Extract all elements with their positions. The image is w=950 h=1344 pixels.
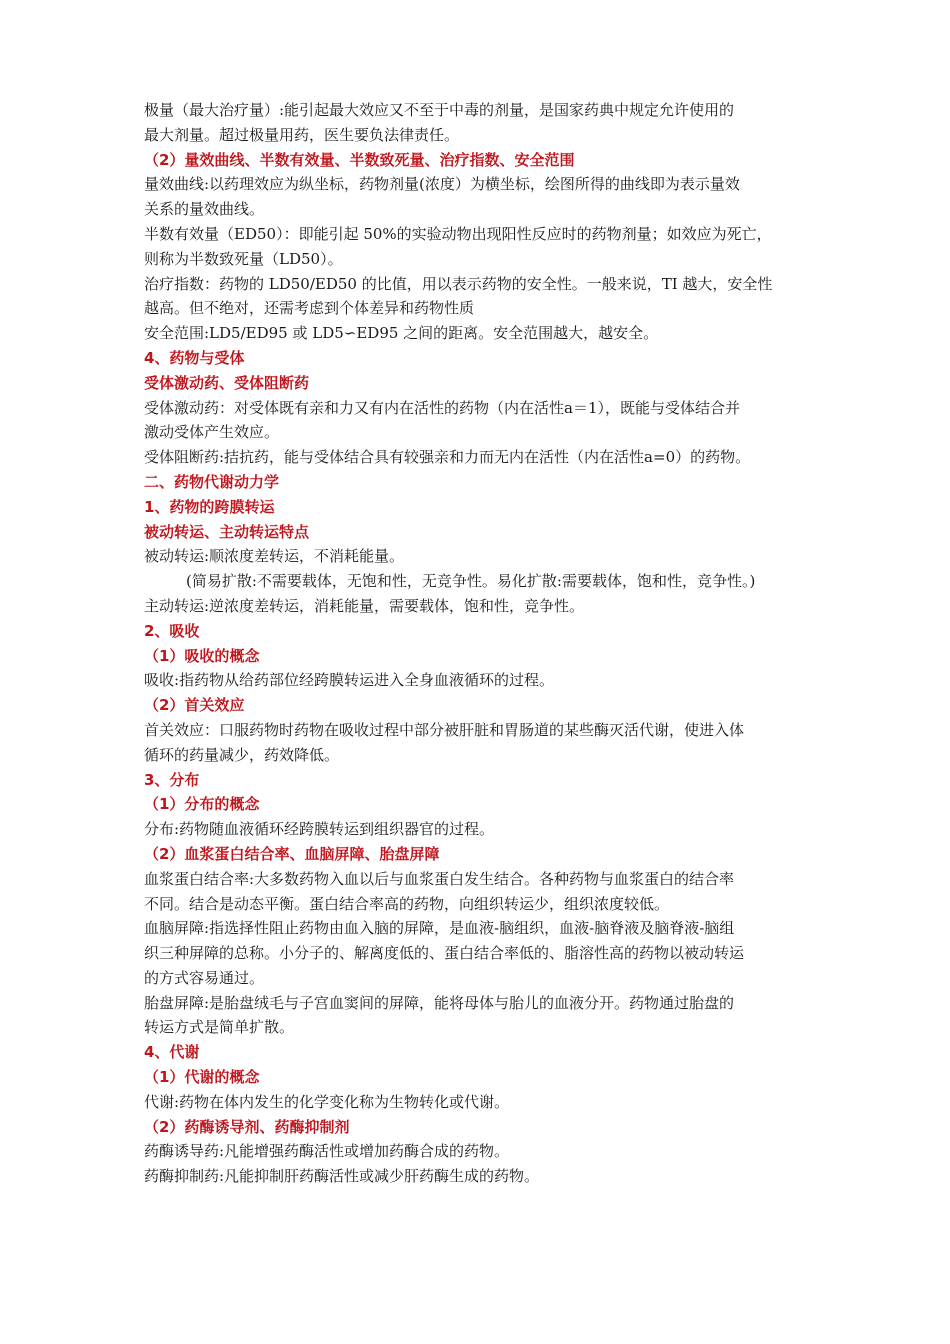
body-text-line <box>144 991 810 1016</box>
body-text-line <box>144 668 810 693</box>
line-text: 药酶抑制药:凡能抑制肝药酶活性或减少肝药酶生成的药物。 <box>144 1167 540 1186</box>
section-heading <box>144 1115 810 1140</box>
line-text: 安全范围:LD5/ED95 或 LD5∽ED95 之间的距离。安全范围越大，越安全。 <box>144 324 659 343</box>
body-text-line <box>144 123 810 148</box>
body-text-line <box>144 817 810 842</box>
section-heading <box>144 495 810 520</box>
body-text-line <box>144 98 810 123</box>
line-text: （1）分布的概念 <box>144 795 260 814</box>
line-text: （2）血浆蛋白结合率、血脑屏障、胎盘屏障 <box>144 844 440 863</box>
line-text: （2）量效曲线、半数有效量、半数致死量、治疗指数、安全范围 <box>144 150 575 169</box>
line-text: 代谢:药物在体内发生的化学变化称为生物转化或代谢。 <box>144 1092 510 1111</box>
body-text-line <box>144 867 810 892</box>
section-heading <box>144 148 810 173</box>
body-text-line <box>144 445 810 470</box>
line-text: 4、药物与受体 <box>144 348 245 367</box>
line-text: 吸收:指药物从给药部位经跨膜转运进入全身血液循环的过程。 <box>144 671 555 690</box>
line-text: 4、代谢 <box>144 1043 200 1062</box>
line-text: 1、药物的跨膜转运 <box>144 497 275 516</box>
section-heading <box>144 371 810 396</box>
line-text: 越高。但不绝对，还需考虑到个体差异和药物性质 <box>144 299 475 318</box>
line-text: 血浆蛋白结合率:大多数药物入血以后与血浆蛋白发生结合。各种药物与血浆蛋白的结合率 <box>144 869 735 888</box>
body-text-line <box>144 941 810 966</box>
body-text-line <box>144 396 810 421</box>
line-text: 转运方式是简单扩散。 <box>144 1018 295 1037</box>
line-text: （1）代谢的概念 <box>144 1068 260 1087</box>
line-text: 受体激动药、受体阻断药 <box>144 373 310 392</box>
body-text-line <box>144 247 810 272</box>
line-text: 被动转运、主动转运特点 <box>144 522 310 541</box>
line-text: 极量（最大治疗量）:能引起最大效应又不至于中毒的剂量，是国家药典中规定允许使用的 <box>144 101 735 119</box>
line-text: 药酶诱导药:凡能增强药酶活性或增加药酶合成的药物。 <box>144 1142 510 1161</box>
line-text: 则称为半数致死量（LD50）。 <box>144 249 343 268</box>
section-heading <box>144 842 810 867</box>
body-text-line <box>144 172 810 197</box>
body-text-line <box>144 197 810 222</box>
section-heading <box>144 470 810 495</box>
section-heading <box>144 693 810 718</box>
line-text: 二、药物代谢动力学 <box>144 472 280 491</box>
line-text: 3、分布 <box>144 770 200 789</box>
section-heading <box>144 520 810 545</box>
body-text-line <box>144 718 810 743</box>
line-text: 治疗指数：药物的 LD50/ED50 的比值，用以表示药物的安全性。一般来说，TI 越大，安全性 <box>144 274 773 293</box>
body-text-line <box>144 1090 810 1115</box>
line-text: 不同。结合是动态平衡。蛋白结合率高的药物，向组织转运少，组织浓度较低。 <box>144 894 670 913</box>
body-text-line <box>144 1164 810 1189</box>
section-heading <box>144 619 810 644</box>
line-text: 受体激动药：对受体既有亲和力又有内在活性的药物（内在活性a＝1），既能与受体结合并 <box>144 398 740 417</box>
line-text: 被动转运:顺浓度差转运，不消耗能量。 <box>144 547 405 566</box>
body-text-line <box>144 272 810 297</box>
line-text: 关系的量效曲线。 <box>144 200 265 219</box>
line-text: (简易扩散:不需要载体，无饱和性，无竞争性。易化扩散:需要载体，饱和性，竞争性。) <box>186 572 756 591</box>
line-text: 量效曲线:以药理效应为纵坐标，药物剂量(浓度）为横坐标，绘图所得的曲线即为表示量效 <box>144 175 740 194</box>
body-text-line <box>144 296 810 321</box>
section-heading <box>144 1040 810 1065</box>
line-text: 主动转运:逆浓度差转运，消耗能量，需要载体，饱和性，竞争性。 <box>144 596 585 615</box>
line-text: 织三种屏障的总称。小分子的、解离度低的、蛋白结合率低的、脂溶性高的药物以被动转运 <box>144 944 745 963</box>
body-text-line <box>144 321 810 346</box>
line-text: 激动受体产生效应。 <box>144 423 280 442</box>
line-text: 分布:药物随血液循环经跨膜转运到组织器官的过程。 <box>144 820 495 839</box>
body-text-line <box>144 743 810 768</box>
line-text: （2）首关效应 <box>144 696 245 715</box>
line-text: 2、吸收 <box>144 621 200 640</box>
section-heading <box>144 346 810 371</box>
line-text: 的方式容易通过。 <box>144 968 265 987</box>
line-text: 半数有效量（ED50）：即能引起 50%的实验动物出现阳性反应时的药物剂量；如效应为死亡， <box>144 224 772 243</box>
line-text: 最大剂量。超过极量用药，医生要负法律责任。 <box>144 125 460 144</box>
line-text: （2）药酶诱导剂、药酶抑制剂 <box>144 1117 350 1136</box>
body-text-line <box>144 544 810 569</box>
body-text-line <box>144 1139 810 1164</box>
line-text: 受体阻断药:拮抗药，能与受体结合具有较强亲和力而无内在活性（内在活性a=0）的药物。 <box>144 448 751 467</box>
line-text: 首关效应：口服药物时药物在吸收过程中部分被肝脏和胃肠道的某些酶灭活代谢，使进入体 <box>144 720 745 739</box>
section-heading <box>144 644 810 669</box>
body-text-line <box>144 966 810 991</box>
line-text: 血脑屏障:指选择性阻止药物由血入脑的屏障，是血液-脑组织，血液-脑脊液及脑脊液-脑组 <box>144 919 735 938</box>
section-heading <box>144 792 810 817</box>
body-text-line <box>144 916 810 941</box>
line-text: 循环的药量减少，药效降低。 <box>144 745 340 764</box>
body-text-line <box>144 222 810 247</box>
body-text-line <box>144 569 810 594</box>
body-text-line <box>144 594 810 619</box>
body-text-line <box>144 420 810 445</box>
line-text: 胎盘屏障:是胎盘绒毛与子宫血窦间的屏障，能将母体与胎儿的血液分开。药物通过胎盘的 <box>144 993 735 1012</box>
body-text-line <box>144 892 810 917</box>
line-text: （1）吸收的概念 <box>144 646 260 665</box>
section-heading <box>144 768 810 793</box>
body-text-line <box>144 1015 810 1040</box>
section-heading <box>144 1065 810 1090</box>
